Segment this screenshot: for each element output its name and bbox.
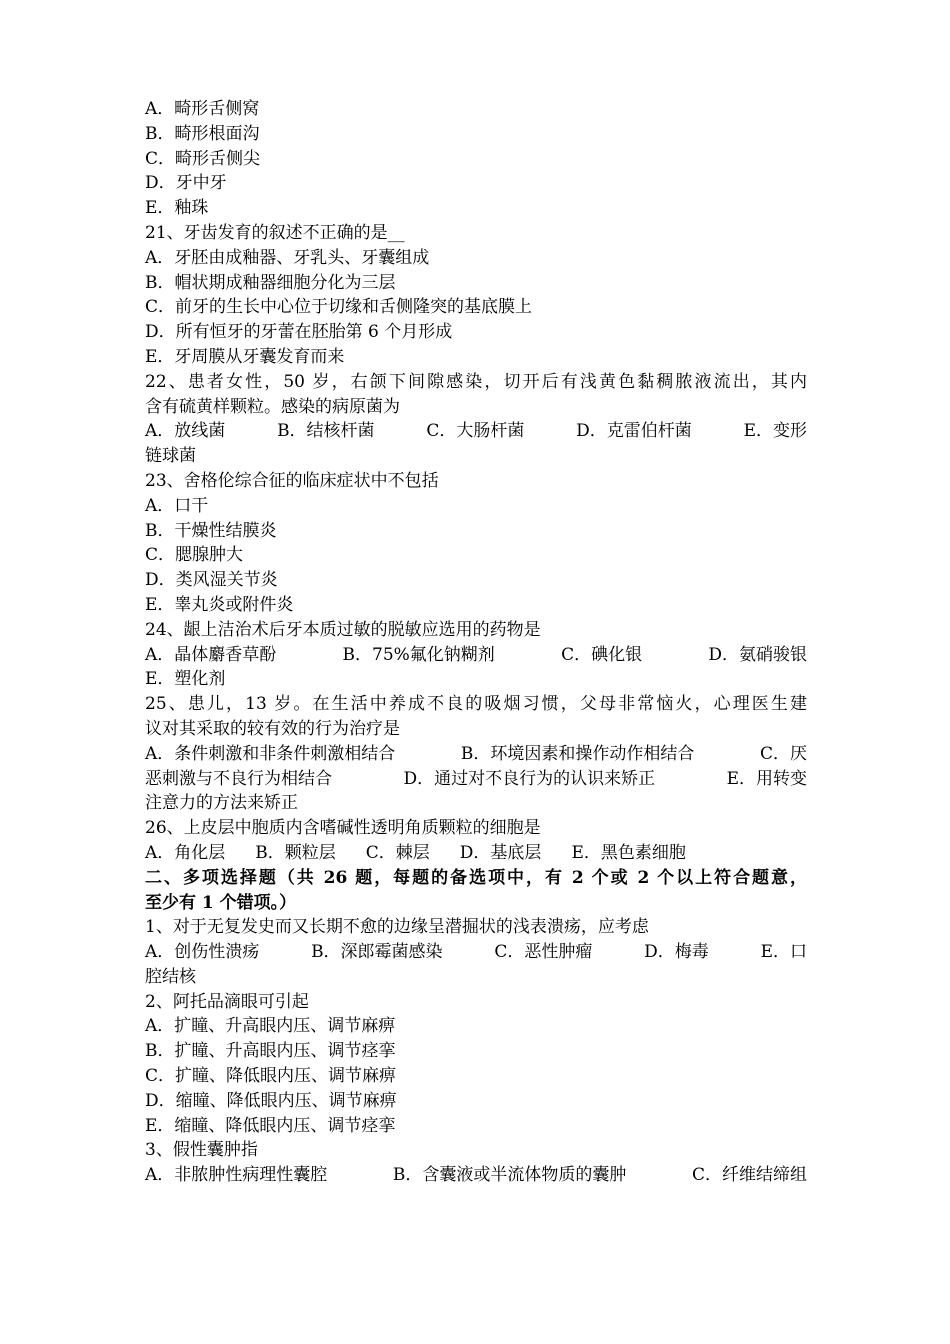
text-line: 23、舍格伦综合征的临床症状中不包括 xyxy=(145,470,439,491)
option-row xyxy=(145,643,807,668)
document-body xyxy=(145,97,807,1188)
text-line: 3、假性囊肿指 xyxy=(145,1140,258,1161)
option-item: D．梅毒 xyxy=(644,942,709,963)
option-item: C．厌 xyxy=(759,743,807,764)
text-line: A．扩瞳、升高眼内压、调节麻痹 xyxy=(145,1016,396,1037)
option-item: C．棘层 xyxy=(365,842,430,863)
option-item: A．条件刺激和非条件刺激相结合 xyxy=(145,743,396,764)
option-item: C．大肠杆菌 xyxy=(426,421,525,442)
option-item: A．放线菌 xyxy=(145,421,226,442)
option-item: A．非脓肿性病理性囊腔 xyxy=(145,1165,328,1186)
option-item: A．角化层 xyxy=(145,842,226,863)
option-row xyxy=(145,841,807,866)
text-line: 26、上皮层中胞质内含嗜碱性透明角质颗粒的细胞是 xyxy=(145,818,541,839)
text-line: A．口干 xyxy=(145,495,209,516)
text-line: 议对其采取的较有效的行为治疗是 xyxy=(145,718,400,739)
section-heading: 二、多项选择题（共 26 题，每题的备选项中，有 2 个或 2 个以上符合题意， xyxy=(145,867,807,888)
option-item: 恶刺激与不良行为相结合 xyxy=(145,768,332,789)
text-line: D．牙中牙 xyxy=(145,173,227,194)
option-item: C．纤维结缔组 xyxy=(691,1165,807,1186)
option-item: B．结核杆菌 xyxy=(277,421,375,442)
text-line: E．釉珠 xyxy=(145,198,209,219)
option-row xyxy=(145,767,807,792)
option-item: B．75%氟化钠糊剂 xyxy=(342,644,495,665)
option-item: E．变形 xyxy=(743,421,807,442)
option-item: D．氨硝骏银 xyxy=(708,644,807,665)
text-line: E．睾丸炎或附件炎 xyxy=(145,594,294,615)
option-row xyxy=(145,1163,807,1188)
text-line: 25、患儿，13 岁。在生活中养成不良的吸烟习惯，父母非常恼火，心理医生建 xyxy=(145,694,807,715)
text-line: C．畸形舌侧尖 xyxy=(145,148,261,169)
text-line: D．所有恒牙的牙蕾在胚胎第 6 个月形成 xyxy=(145,322,453,343)
text-line: B．扩瞳、升高眼内压、调节痉挛 xyxy=(145,1041,396,1062)
option-item: C．恶性肿瘤 xyxy=(494,942,593,963)
option-item: B．深郎霉菌感染 xyxy=(311,942,443,963)
option-item: B．颗粒层 xyxy=(255,842,336,863)
option-item: B．含囊液或半流体物质的囊肿 xyxy=(392,1165,627,1186)
section-heading: 至少有 1 个错项。） xyxy=(145,892,297,913)
option-item: A．晶体麝香草酚 xyxy=(145,644,277,665)
text-line: B．干燥性结膜炎 xyxy=(145,520,277,541)
option-item: B．环境因素和操作动作相结合 xyxy=(460,743,695,764)
text-line: E．牙周膜从牙囊发育而来 xyxy=(145,346,345,367)
option-item: E．黑色素细胞 xyxy=(571,842,686,863)
option-row xyxy=(145,940,807,965)
option-item: A．创伤性溃疡 xyxy=(145,942,260,963)
text-line: D．缩瞳、降低眼内压、调节麻痹 xyxy=(145,1090,397,1111)
text-line: 含有硫黄样颗粒。感染的病原菌为 xyxy=(145,396,400,417)
text-line: D．类风湿关节炎 xyxy=(145,570,278,591)
option-item: D．基底层 xyxy=(459,842,542,863)
text-line: A．牙胚由成釉器、牙乳头、牙囊组成 xyxy=(145,247,430,268)
text-line: E．塑化剂 xyxy=(145,669,226,690)
option-row xyxy=(145,419,807,444)
text-line: C．扩瞳、降低眼内压、调节麻痹 xyxy=(145,1066,397,1087)
option-item: E．口 xyxy=(760,942,807,963)
text-line: C．前牙的生长中心位于切缘和舌侧隆突的基底膜上 xyxy=(145,297,533,318)
text-line: 1、对于无复发史而又长期不愈的边缘呈潜掘状的浅表溃疡，应考虑 xyxy=(145,917,649,938)
text-line: E．缩瞳、降低眼内压、调节痉挛 xyxy=(145,1115,396,1136)
text-line: C．腮腺肿大 xyxy=(145,545,244,566)
option-item: D．通过对不良行为的认识来矫正 xyxy=(403,768,656,789)
text-line: B．畸形根面沟 xyxy=(145,123,260,144)
text-line: 腔结核 xyxy=(145,966,196,987)
text-line: 22、患者女性，50 岁，右颌下间隙感染，切开后有浅黄色黏稠脓液流出，其内 xyxy=(145,371,807,392)
option-item: E．用转变 xyxy=(726,768,807,789)
option-item: C．碘化银 xyxy=(561,644,643,665)
option-item: D．克雷伯杆菌 xyxy=(576,421,692,442)
text-line: 2、阿托品滴眼可引起 xyxy=(145,991,309,1012)
text-line: 链球菌 xyxy=(145,446,196,467)
text-line: A．畸形舌侧窝 xyxy=(145,99,260,119)
option-row xyxy=(145,742,807,767)
text-line: 注意力的方法来矫正 xyxy=(145,793,298,814)
text-line: 21、牙齿发育的叙述不正确的是__ xyxy=(145,222,405,243)
text-line: B．帽状期成釉器细胞分化为三层 xyxy=(145,272,396,293)
text-line: 24、龈上洁治术后牙本质过敏的脱敏应选用的药物是 xyxy=(145,619,541,640)
